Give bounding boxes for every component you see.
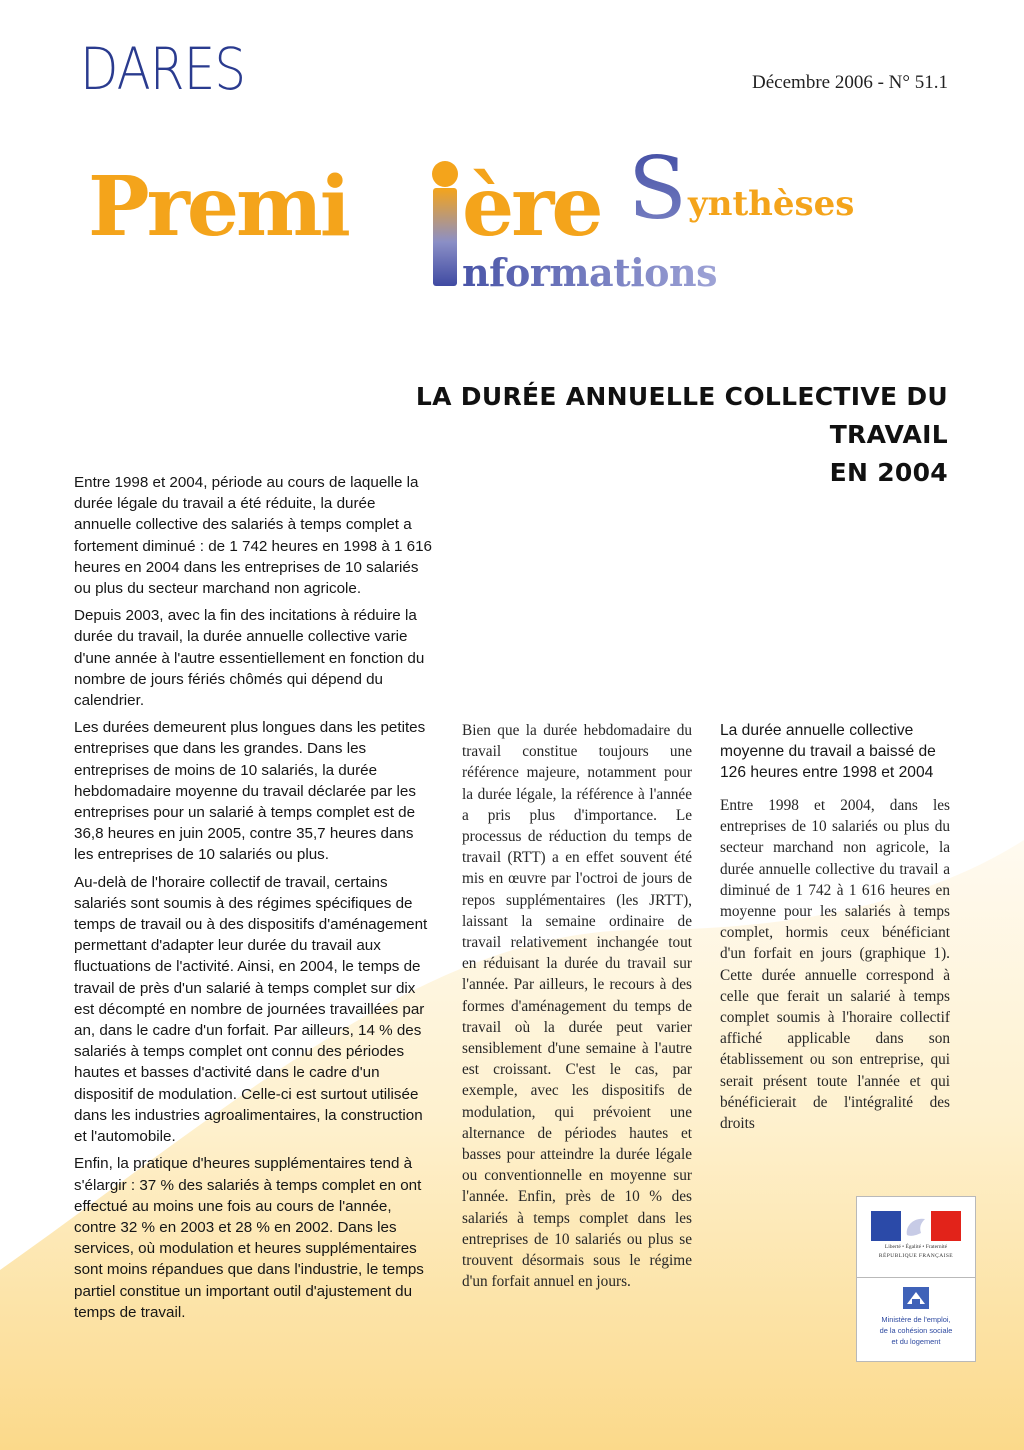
ministry-logo-box [856, 1196, 976, 1362]
body-paragraph: Entre 1998 et 2004, dans les entreprises de 10 salariés ou plus du secteur marchand non agricole, la durée annuelle collective du travail a diminué de 1 742 à 1 616 heures en moyenne pour les salariés à temps complet, hormis ceux bénéficiant d'un forfait en jours (graphique 1). Cette durée annuelle correspond à celle que ferait un salarié à temps complet soumis à l'horaire collectif affiché applicable dans son établissement ou son entreprise, qui serait présent toute l'année et qui bénéficierait de l'intégralité des droits [720, 797, 950, 1133]
brand-ere: ère [462, 159, 601, 255]
summary-paragraph: Entre 1998 et 2004, période au cours de laquelle la durée légale du travail a été réduite, la durée annuelle collective des salariés à temps complet a fortement diminué : de 1 742 heures en 1998 à 1 616 heures en 2004 dans les entreprises de 10 salariés ou plus du secteur marchand non agricole. [74, 474, 433, 598]
body-column-2 [462, 720, 692, 1292]
section-heading: La durée annuelle collective moyenne du travail a baissé de 126 heures entre 1998 et 2004 [720, 722, 936, 781]
ministry-name-line: Ministère de l'emploi, [881, 1315, 951, 1324]
republic-name: RÉPUBLIQUE FRANÇAISE [878, 1253, 954, 1259]
ministry-name [861, 1314, 971, 1347]
body-paragraph: Bien que la durée hebdomadaire du travail constitue toujours une référence majeure, notamment pour la durée légale, la référence à l'année a pris plus d'importance. Le processus de réduction du temps de travail (RTT) a en effet souvent été mis en œuvre par l'octroi de jours de repos supplémentaires (les JRTT), laissant la semaine ordinaire de travail relativement inchangée tout en réduisant la durée du travail sur l'année. Par ailleurs, le recours à des formes d'aménagement du temps de travail où la durée peut varier sensiblement d'une semaine à l'autre est croissant. C'est le cas, par exemple, avec les dispositifs de modulation, qui prévoient une alternance de périodes hautes et basses pour atteindre la durée légale ou conventionnelle en moyenne sur l'année. Enfin, près de 10 % des salariés à temps complet dans les entreprises de 10 salariés ou plus se trouvent désormais sous le régime d'un forfait annuel en jours. [462, 722, 692, 1291]
brand-i-bar [433, 188, 457, 286]
brand-informations: nformations [462, 250, 718, 295]
ministry-emblem-icon [903, 1287, 929, 1309]
brand-i-dot [432, 161, 458, 187]
marianne-flag-icon [871, 1211, 961, 1241]
article-title-line-1: LA DURÉE ANNUELLE COLLECTIVE DU TRAVAIL [415, 382, 948, 449]
brand-syntheses: ynthèses [688, 184, 855, 224]
ministry-name-line: de la cohésion sociale [879, 1326, 953, 1335]
brand-s: S [628, 140, 687, 239]
summary-column [74, 472, 434, 1329]
summary-paragraph: Au-delà de l'horaire collectif de travail, certains salariés sont soumis à des régimes spécifiques de temps de travail ou à des dispositifs d'aménagement permettant d'adapter leur durée du travail aux fluctuations de l'activité. Ainsi, en 2004, le temps de travail de près d'un salarié à temps complet sur dix est décompté en nombre de journées travaillées par an, dans le cadre d'un forfait. Par ailleurs, 14 % des salariés à temps complet ont connu des périodes hautes et basses d'activité dans le cadre d'un dispositif de modulation. Celle-ci est surtout utilisée dans les industries agroalimentaires, la construction et l'automobile. [74, 873, 428, 1146]
republic-motto: Liberté • Égalité • Fraternité [884, 1244, 948, 1250]
summary-paragraph: Les durées demeurent plus longues dans les petites entreprises que dans les grandes. Dans les entreprises de moins de 10 salariés, la durée hebdomadaire moyenne du travail déclarée par les entreprises pour un salarié à temps complet est de 36,8 heures en juin 2005, contre 35,7 heures dans les entreprises de 10 salariés ou plus. [74, 719, 426, 864]
dares-logo: DARES [80, 35, 246, 103]
issue-date-number: Décembre 2006 - N° 51.1 [752, 72, 948, 93]
body-column-3 [720, 720, 950, 1134]
article-title-line-2: EN 2004 [829, 458, 948, 487]
divider [857, 1277, 975, 1278]
ministry-name-line: et du logement [891, 1337, 941, 1346]
summary-paragraph: Depuis 2003, avec la fin des incitations à réduire la durée du travail, la durée annuelle collective varie d'une année à l'autre essentiellement en fonction du nombre de jours fériés chômés qui dépend du calendrier. [74, 607, 425, 710]
brand-premiere: Premi [88, 159, 348, 255]
premieres-syntheses-logo [88, 140, 948, 300]
summary-paragraph: Enfin, la pratique d'heures supplémentaires tend à s'élargir : 37 % des salariés à temps complet en ont effectué au moins une fois au cours de l'année, contre 32 % en 2003 et 28 % en 2002. Dans les services, où modulation et heures supplémentaires sont moins répandues que dans l'industrie, le temps partiel constitue un important outil d'ajustement du temps de travail. [74, 1155, 424, 1321]
